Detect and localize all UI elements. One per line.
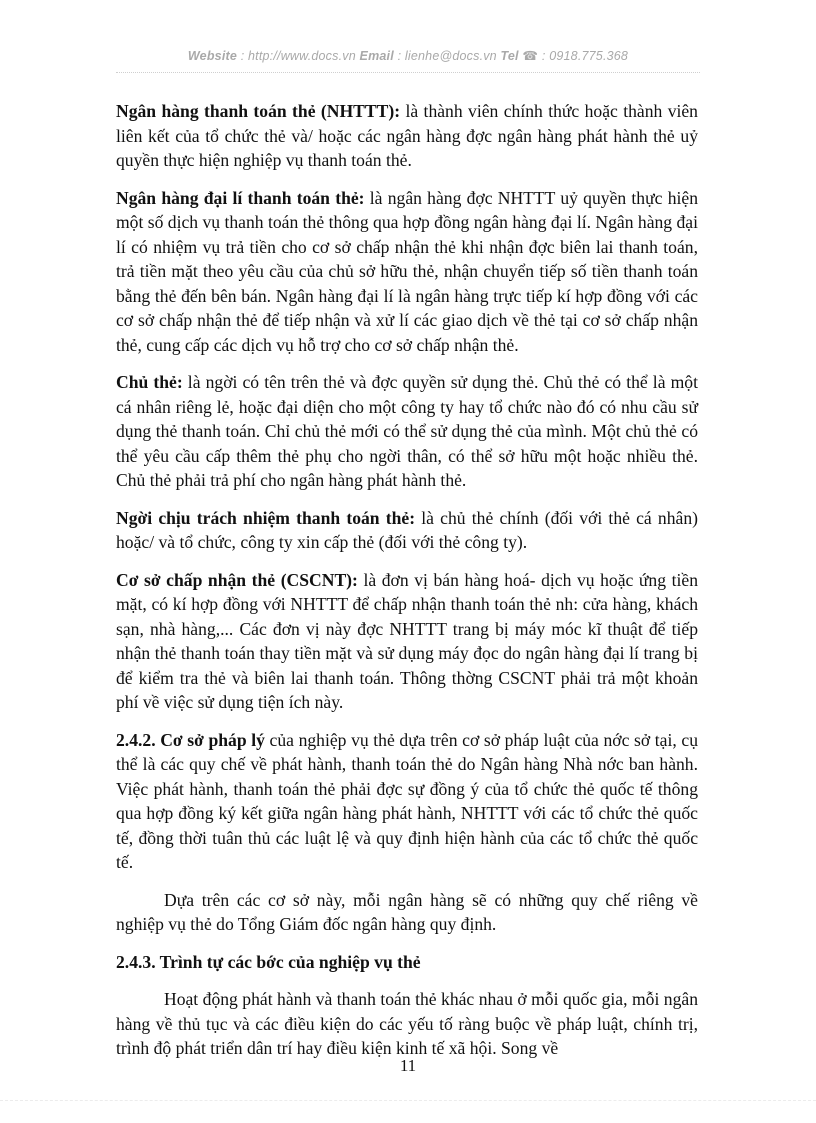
- email-value: : lienhe@docs.vn: [393, 49, 501, 63]
- definition-text: là đơn vị bán hàng hoá- dịch vụ hoặc ứng tiền mặt, có kí hợp đồng với NHTTT để chấp nhận thanh toán thẻ nh: cửa hàng, khách sạn, nhà hàng,... Các đơn vị này đợc NHTTT trang bị máy móc kĩ thuật để tiếp nhận thẻ thanh toán thay tiền mặt và sử dụng máy đọc do ngân hàng đại lí trang bị để kiểm tra thẻ và biên lai thanh toán. Thông thờng CSCNT phải trả một khoản phí về việc sử dụng tiện ích này.: [116, 569, 698, 712]
- definition-paragraph: [116, 568, 698, 715]
- section-heading-243: [116, 950, 698, 975]
- phone-icon: ☎: [522, 49, 539, 63]
- website-label: Website: [187, 49, 238, 63]
- section-text-242: của nghiệp vụ thẻ dựa trên cơ sở pháp luật của nớc sở tại, cụ thể là các quy chế về phát hành, thanh toán thẻ do Ngân hàng Nhà nớc ban hành. Việc phát hành, thanh toán thẻ phải đợc sự đồng ý của tổ chức thẻ quốc tế thông qua hợp đồng ký kết giữa ngân hàng phát hành, NHTTT với các tổ chức thẻ quốc tế, đồng thời tuân thủ các luật lệ và quy định hiện hành của các tổ chức thẻ quốc tế.: [116, 729, 698, 872]
- body-paragraph: Hoạt động phát hành và thanh toán thẻ khác nhau ở mỗi quốc gia, mỗi ngân hàng về thủ tục và các điều kiện do các yếu tố ràng buộc về pháp luật, chính trị, trình độ phát triển dân trí hay điều kiện kinh tế xã hội. Song về: [116, 989, 698, 1058]
- page-number: 11: [399, 1056, 417, 1075]
- definition-term: Ngân hàng đại lí thanh toán thẻ:: [116, 187, 365, 208]
- footer-divider: [0, 1100, 816, 1101]
- definition-text: là chủ thẻ chính (đối với thẻ cá nhân) hoặc/ và tổ chức, công ty xin cấp thẻ (đối với thẻ công ty).: [116, 507, 698, 552]
- section-heading-242: 2.4.2. Cơ sở pháp lý: [116, 729, 265, 750]
- website-value: : http://www.docs.vn: [237, 49, 360, 63]
- body-paragraph: Dựa trên các cơ sở này, mỗi ngân hàng sẽ có những quy chế riêng về nghiệp vụ thẻ do Tổng Giám đốc ngân hàng quy định.: [116, 889, 698, 934]
- definition-text: là thành viên chính thức hoặc thành viên liên kết của tổ chức thẻ và/ hoặc các ngân hàng đợc ngân hàng phát hành thẻ uỷ quyền thực hiện nghiệp vụ thanh toán thẻ.: [116, 101, 698, 170]
- tel-label: Tel: [500, 49, 519, 63]
- section-heading-243-text: 2.4.3. Trình tự các bớc của nghiệp vụ thẻ: [116, 951, 421, 972]
- definition-paragraph: [116, 370, 698, 493]
- section-paragraph-242: [116, 728, 698, 875]
- definition-text: là ngời có tên trên thẻ và đợc quyền sử dụng thẻ. Chủ thẻ có thể là một cá nhân riêng lẻ, hoặc đại diện cho một công ty hay tổ chức nào đó có nhu cầu sử dụng thẻ thanh toán. Chỉ chủ thẻ mới có thể sử dụng thẻ của mình. Một chủ thẻ có thể yêu cầu cấp thêm thẻ phụ cho ngời thân, có thể sở hữu một hoặc nhiều thẻ. Chủ thẻ phải trả phí cho ngân hàng phát hành thẻ.: [116, 372, 698, 490]
- email-label: Email: [359, 49, 394, 63]
- definition-text: là ngân hàng đợc NHTTT uỷ quyền thực hiện một số dịch vụ thanh toán thẻ thông qua hợp đồng ngân hàng đại lí. Ngân hàng đại lí có nhiệm vụ trả tiền cho cơ sở chấp nhận thẻ khi nhận đợc biên lai thanh toán, trả tiền mặt theo yêu cầu của chủ sở hữu thẻ, nhận chuyển tiếp số tiền thanh toán bằng thẻ đến bên bán. Ngân hàng đại lí là ngân hàng trực tiếp kí hợp đồng với các cơ sở chấp nhận thẻ để tiếp nhận và xử lí các giao dịch về thẻ tại cơ sở chấp nhận thẻ, cung cấp các dịch vụ hỗ trợ cho cơ sở chấp nhận thẻ.: [116, 187, 698, 355]
- tel-value: : 0918.775.368: [538, 49, 629, 63]
- definition-paragraph: [116, 506, 698, 555]
- definition-paragraph: [116, 186, 698, 358]
- definition-term: Ngân hàng thanh toán thẻ (NHTTT):: [116, 101, 401, 121]
- definition-paragraph: [116, 99, 698, 173]
- header-divider: [116, 72, 700, 73]
- page-header: [0, 48, 816, 63]
- document-body: [116, 99, 698, 1074]
- definition-term: Ngời chịu trách nhiệm thanh toán thẻ:: [116, 507, 416, 528]
- definition-term: Chủ thẻ:: [116, 372, 183, 392]
- definition-term: Cơ sở chấp nhận thẻ (CSCNT):: [116, 569, 358, 590]
